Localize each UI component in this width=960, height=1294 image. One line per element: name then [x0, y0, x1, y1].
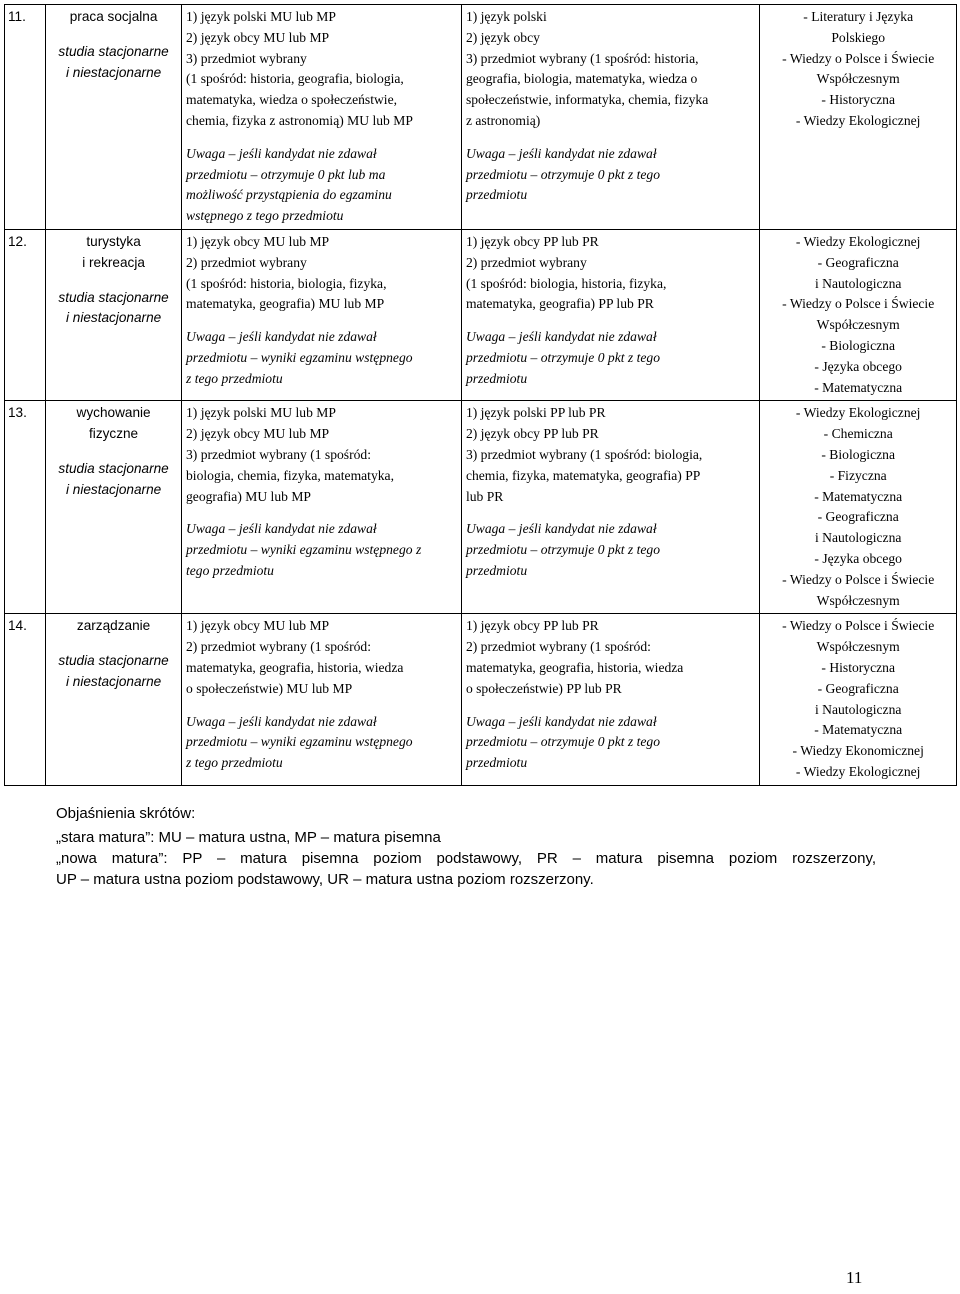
pref-line: - Geograficzna: [817, 680, 899, 696]
nowa-block: [466, 403, 755, 507]
row-number-label: 13.: [8, 405, 27, 421]
pref-line: - Geograficzna: [817, 509, 899, 525]
new-matura-note: [466, 144, 755, 206]
field-name: [50, 616, 177, 637]
old-matura-note-line: tego przedmiotu: [186, 562, 274, 578]
nowa-line: 1) język obcy PP lub PR: [465, 233, 599, 249]
nowa-block: [466, 232, 755, 315]
old-matura-note-line: przedmiotu – otrzymuje 0 pkt lub ma: [186, 166, 386, 182]
new-matura-note-line: przedmiotu: [465, 562, 528, 578]
old-matura-requirements: [182, 5, 462, 230]
stara-block: [186, 616, 457, 699]
old-matura-note-line: przedmiotu – wyniki egzaminu wstępnego z: [186, 542, 422, 558]
new-matura-note-line: przedmiotu: [465, 370, 528, 386]
new-matura-note-line: przedmiotu – otrzymuje 0 pkt z tego: [465, 349, 661, 365]
field-name-line: wychowanie: [76, 405, 151, 421]
notes-title: Objaśnienia skrótów:: [56, 805, 196, 822]
abbreviations-notes: [56, 803, 876, 890]
nowa-line: 2) język obcy: [465, 29, 540, 45]
preferred-olympiads: [760, 614, 957, 785]
stara-line: 3) przedmiot wybrany (1 spośród:: [186, 446, 371, 462]
pref-line: Współczesnym: [816, 317, 900, 333]
field-of-study: [46, 614, 182, 785]
field-of-study: [46, 5, 182, 230]
new-matura-note-line: Uwaga – jeśli kandydat nie zdawał: [465, 713, 657, 729]
new-matura-note-line: Uwaga – jeśli kandydat nie zdawał: [465, 521, 657, 537]
pref-line: - Matematyczna: [814, 722, 903, 738]
new-matura-note: [466, 519, 755, 581]
new-matura-note-line: przedmiotu – otrzymuje 0 pkt z tego: [465, 166, 661, 182]
old-matura-note-line: z tego przedmiotu: [186, 370, 283, 386]
pref-line: Polskiego: [831, 29, 885, 45]
nowa-line: geografia, biologia, matematyka, wiedza o: [465, 71, 698, 87]
old-matura-note-line: Uwaga – jeśli kandydat nie zdawał: [186, 521, 377, 537]
stara-block: [186, 7, 457, 132]
pref-line: - Geograficzna: [817, 254, 899, 270]
new-matura-note-line: przedmiotu: [465, 755, 528, 771]
stara-line: geografia) MU lub MP: [186, 488, 311, 504]
pref-line: Współczesnym: [816, 71, 900, 87]
nowa-line: o społeczeństwie) PP lub PR: [465, 680, 622, 696]
new-matura-note-line: Uwaga – jeśli kandydat nie zdawał: [465, 145, 657, 161]
stara-block: [186, 232, 457, 315]
pref-line: - Fizyczna: [829, 467, 887, 483]
study-mode: [50, 42, 177, 84]
stara-line: 2) język obcy MU lub MP: [186, 29, 330, 45]
pref-line: - Wiedzy Ekologicznej: [795, 763, 921, 779]
stara-line: o społeczeństwie) MU lub MP: [186, 680, 353, 696]
pref-line: - Wiedzy o Polsce i Świecie: [782, 50, 935, 66]
stara-line: 2) przedmiot wybrany (1 spośród:: [186, 639, 371, 655]
new-matura-note-line: przedmiotu – otrzymuje 0 pkt z tego: [465, 542, 661, 558]
pref-line: - Wiedzy Ekologicznej: [795, 233, 921, 249]
row-number: [5, 401, 46, 614]
study-mode-line: studia stacjonarne: [58, 653, 169, 669]
pref-line: i Nautologiczna: [814, 530, 902, 546]
pref-line: - Chemiczna: [823, 426, 893, 442]
stara-line: 2) przedmiot wybrany: [186, 254, 307, 270]
stara-line: biologia, chemia, fizyka, matematyka,: [186, 467, 394, 483]
table-row: [5, 5, 957, 230]
old-matura-note-line: z tego przedmiotu: [186, 755, 283, 771]
notes-line-old-matura: „stara matura”: MU – matura ustna, MP – matura pisemna: [56, 829, 441, 846]
pref-line: - Historyczna: [821, 659, 895, 675]
admission-table-body: [5, 5, 957, 786]
study-mode-line: i niestacjonarne: [65, 310, 162, 326]
field-of-study: [46, 401, 182, 614]
new-matura-note: [466, 327, 755, 389]
pref-block: [764, 403, 952, 611]
field-name: [50, 7, 177, 28]
old-matura-note: [186, 144, 457, 227]
nowa-block: [466, 7, 755, 132]
study-mode-line: i niestacjonarne: [65, 481, 162, 497]
stara-line: matematyka, geografia) MU lub MP: [186, 296, 385, 312]
old-matura-note-line: przedmiotu – wyniki egzaminu wstępnego: [186, 734, 413, 750]
old-matura-note: [186, 712, 457, 774]
field-name-line: praca socjalna: [69, 9, 158, 24]
pref-block: [764, 616, 952, 782]
old-matura-requirements: [182, 229, 462, 400]
preferred-olympiads: [760, 401, 957, 614]
stara-line: (1 spośród: historia, geografia, biologia,: [186, 71, 404, 87]
nowa-line: 3) przedmiot wybrany (1 spośród: historia,: [465, 50, 699, 66]
stara-line: chemia, fizyka z astronomią) MU lub MP: [186, 112, 413, 128]
stara-line: 1) język polski MU lub MP: [186, 9, 336, 24]
nowa-line: społeczeństwie, informatyka, chemia, fizyka: [465, 92, 709, 108]
pref-line: i Nautologiczna: [814, 701, 902, 717]
stara-line: matematyka, wiedza o społeczeństwie,: [186, 92, 397, 108]
stara-line: 2) język obcy MU lub MP: [186, 426, 330, 442]
study-mode: [50, 288, 177, 330]
old-matura-note: [186, 519, 457, 581]
new-matura-requirements: [461, 401, 759, 614]
field-name-line: i rekreacja: [82, 254, 145, 270]
new-matura-requirements: [461, 614, 759, 785]
pref-line: - Wiedzy o Polsce i Świecie: [782, 296, 935, 312]
old-matura-note-line: Uwaga – jeśli kandydat nie zdawał: [186, 145, 377, 161]
stara-line: 1) język obcy MU lub MP: [186, 618, 330, 634]
row-number-label: 11.: [8, 9, 26, 24]
page-number: 11: [846, 1268, 863, 1287]
row-number-label: 14.: [8, 618, 27, 634]
nowa-line: 1) język polski: [465, 9, 547, 24]
nowa-line: chemia, fizyka, matematyka, geografia) PP: [465, 467, 701, 483]
study-mode: [50, 651, 177, 693]
nowa-line: 3) przedmiot wybrany (1 spośród: biologia,: [465, 446, 703, 462]
nowa-line: 2) język obcy PP lub PR: [465, 426, 599, 442]
pref-line: - Języka obcego: [814, 550, 902, 566]
field-name-line: fizyczne: [89, 426, 139, 442]
row-number: [5, 5, 46, 230]
old-matura-note-line: wstępnego z tego przedmiotu: [186, 208, 344, 224]
table-row: [5, 614, 957, 785]
stara-line: (1 spośród: historia, biologia, fizyka,: [186, 275, 387, 291]
nowa-line: (1 spośród: biologia, historia, fizyka,: [465, 275, 667, 291]
new-matura-note-line: przedmiotu – otrzymuje 0 pkt z tego: [465, 734, 661, 750]
pref-line: - Biologiczna: [821, 337, 895, 353]
notes-line-oral: UP – matura ustna poziom podstawowy, UR – matura ustna poziom rozszerzony.: [56, 871, 594, 888]
study-mode-line: i niestacjonarne: [65, 673, 162, 689]
pref-line: - Biologiczna: [821, 446, 895, 462]
nowa-line: 2) przedmiot wybrany: [465, 254, 587, 270]
row-number: [5, 614, 46, 785]
field-name-line: zarządzanie: [76, 618, 151, 634]
new-matura-note-line: Uwaga – jeśli kandydat nie zdawał: [465, 329, 657, 345]
pref-line: Współczesnym: [816, 592, 900, 608]
nowa-line: matematyka, geografia, historia, wiedza: [465, 659, 684, 675]
pref-line: - Matematyczna: [814, 379, 903, 395]
old-matura-requirements: [182, 614, 462, 785]
stara-block: [186, 403, 457, 507]
pref-line: - Matematyczna: [814, 488, 903, 504]
old-matura-note: [186, 327, 457, 389]
old-matura-note-line: przedmiotu – wyniki egzaminu wstępnego: [186, 349, 413, 365]
nowa-block: [466, 616, 755, 699]
pref-line: - Wiedzy Ekonomicznej: [792, 743, 924, 759]
pref-line: Współczesnym: [816, 639, 900, 655]
preferred-olympiads: [760, 229, 957, 400]
nowa-line: lub PR: [465, 488, 504, 504]
nowa-line: matematyka, geografia) PP lub PR: [465, 296, 654, 312]
old-matura-note-line: Uwaga – jeśli kandydat nie zdawał: [186, 329, 377, 345]
pref-block: [764, 232, 952, 398]
notes-line-new-matura: „nowa matura”: PP – matura pisemna poziom podstawowy, PR – matura pisemna poziom rozszerzony,: [56, 850, 876, 867]
pref-line: - Wiedzy o Polsce i Świecie: [782, 618, 935, 634]
field-name: [50, 232, 177, 274]
new-matura-requirements: [461, 5, 759, 230]
old-matura-requirements: [182, 401, 462, 614]
field-name: [50, 403, 177, 445]
nowa-line: 1) język polski PP lub PR: [465, 405, 606, 421]
preferred-olympiads: [760, 5, 957, 230]
study-mode-line: i niestacjonarne: [65, 64, 162, 80]
old-matura-note-line: Uwaga – jeśli kandydat nie zdawał: [186, 713, 377, 729]
row-number-label: 12.: [8, 233, 27, 249]
new-matura-note-line: przedmiotu: [465, 187, 528, 203]
pref-line: i Nautologiczna: [814, 275, 902, 291]
old-matura-note-line: możliwość przystąpienia do egzaminu: [186, 187, 392, 203]
admission-table: [4, 4, 957, 786]
table-row: [5, 401, 957, 614]
stara-line: 1) język polski MU lub MP: [186, 405, 336, 421]
new-matura-note: [466, 712, 755, 774]
row-number: [5, 229, 46, 400]
pref-line: - Wiedzy Ekologicznej: [795, 112, 921, 128]
study-mode-line: studia stacjonarne: [58, 460, 169, 476]
stara-line: 1) język obcy MU lub MP: [186, 233, 330, 249]
table-row: [5, 229, 957, 400]
stara-line: matematyka, geografia, historia, wiedza: [186, 659, 404, 675]
study-mode-line: studia stacjonarne: [58, 289, 169, 305]
study-mode: [50, 459, 177, 501]
pref-line: - Języka obcego: [814, 358, 902, 374]
nowa-line: 2) przedmiot wybrany (1 spośród:: [465, 639, 651, 655]
pref-line: - Literatury i Języka: [803, 9, 914, 24]
new-matura-requirements: [461, 229, 759, 400]
field-of-study: [46, 229, 182, 400]
study-mode-line: studia stacjonarne: [58, 43, 169, 59]
pref-block: [764, 7, 952, 132]
nowa-line: z astronomią): [465, 112, 541, 128]
pref-line: - Wiedzy Ekologicznej: [795, 405, 921, 421]
pref-line: - Historyczna: [821, 92, 895, 108]
pref-line: - Wiedzy o Polsce i Świecie: [782, 571, 935, 587]
field-name-line: turystyka: [86, 233, 141, 249]
stara-line: 3) przedmiot wybrany: [186, 50, 307, 66]
nowa-line: 1) język obcy PP lub PR: [465, 618, 599, 634]
